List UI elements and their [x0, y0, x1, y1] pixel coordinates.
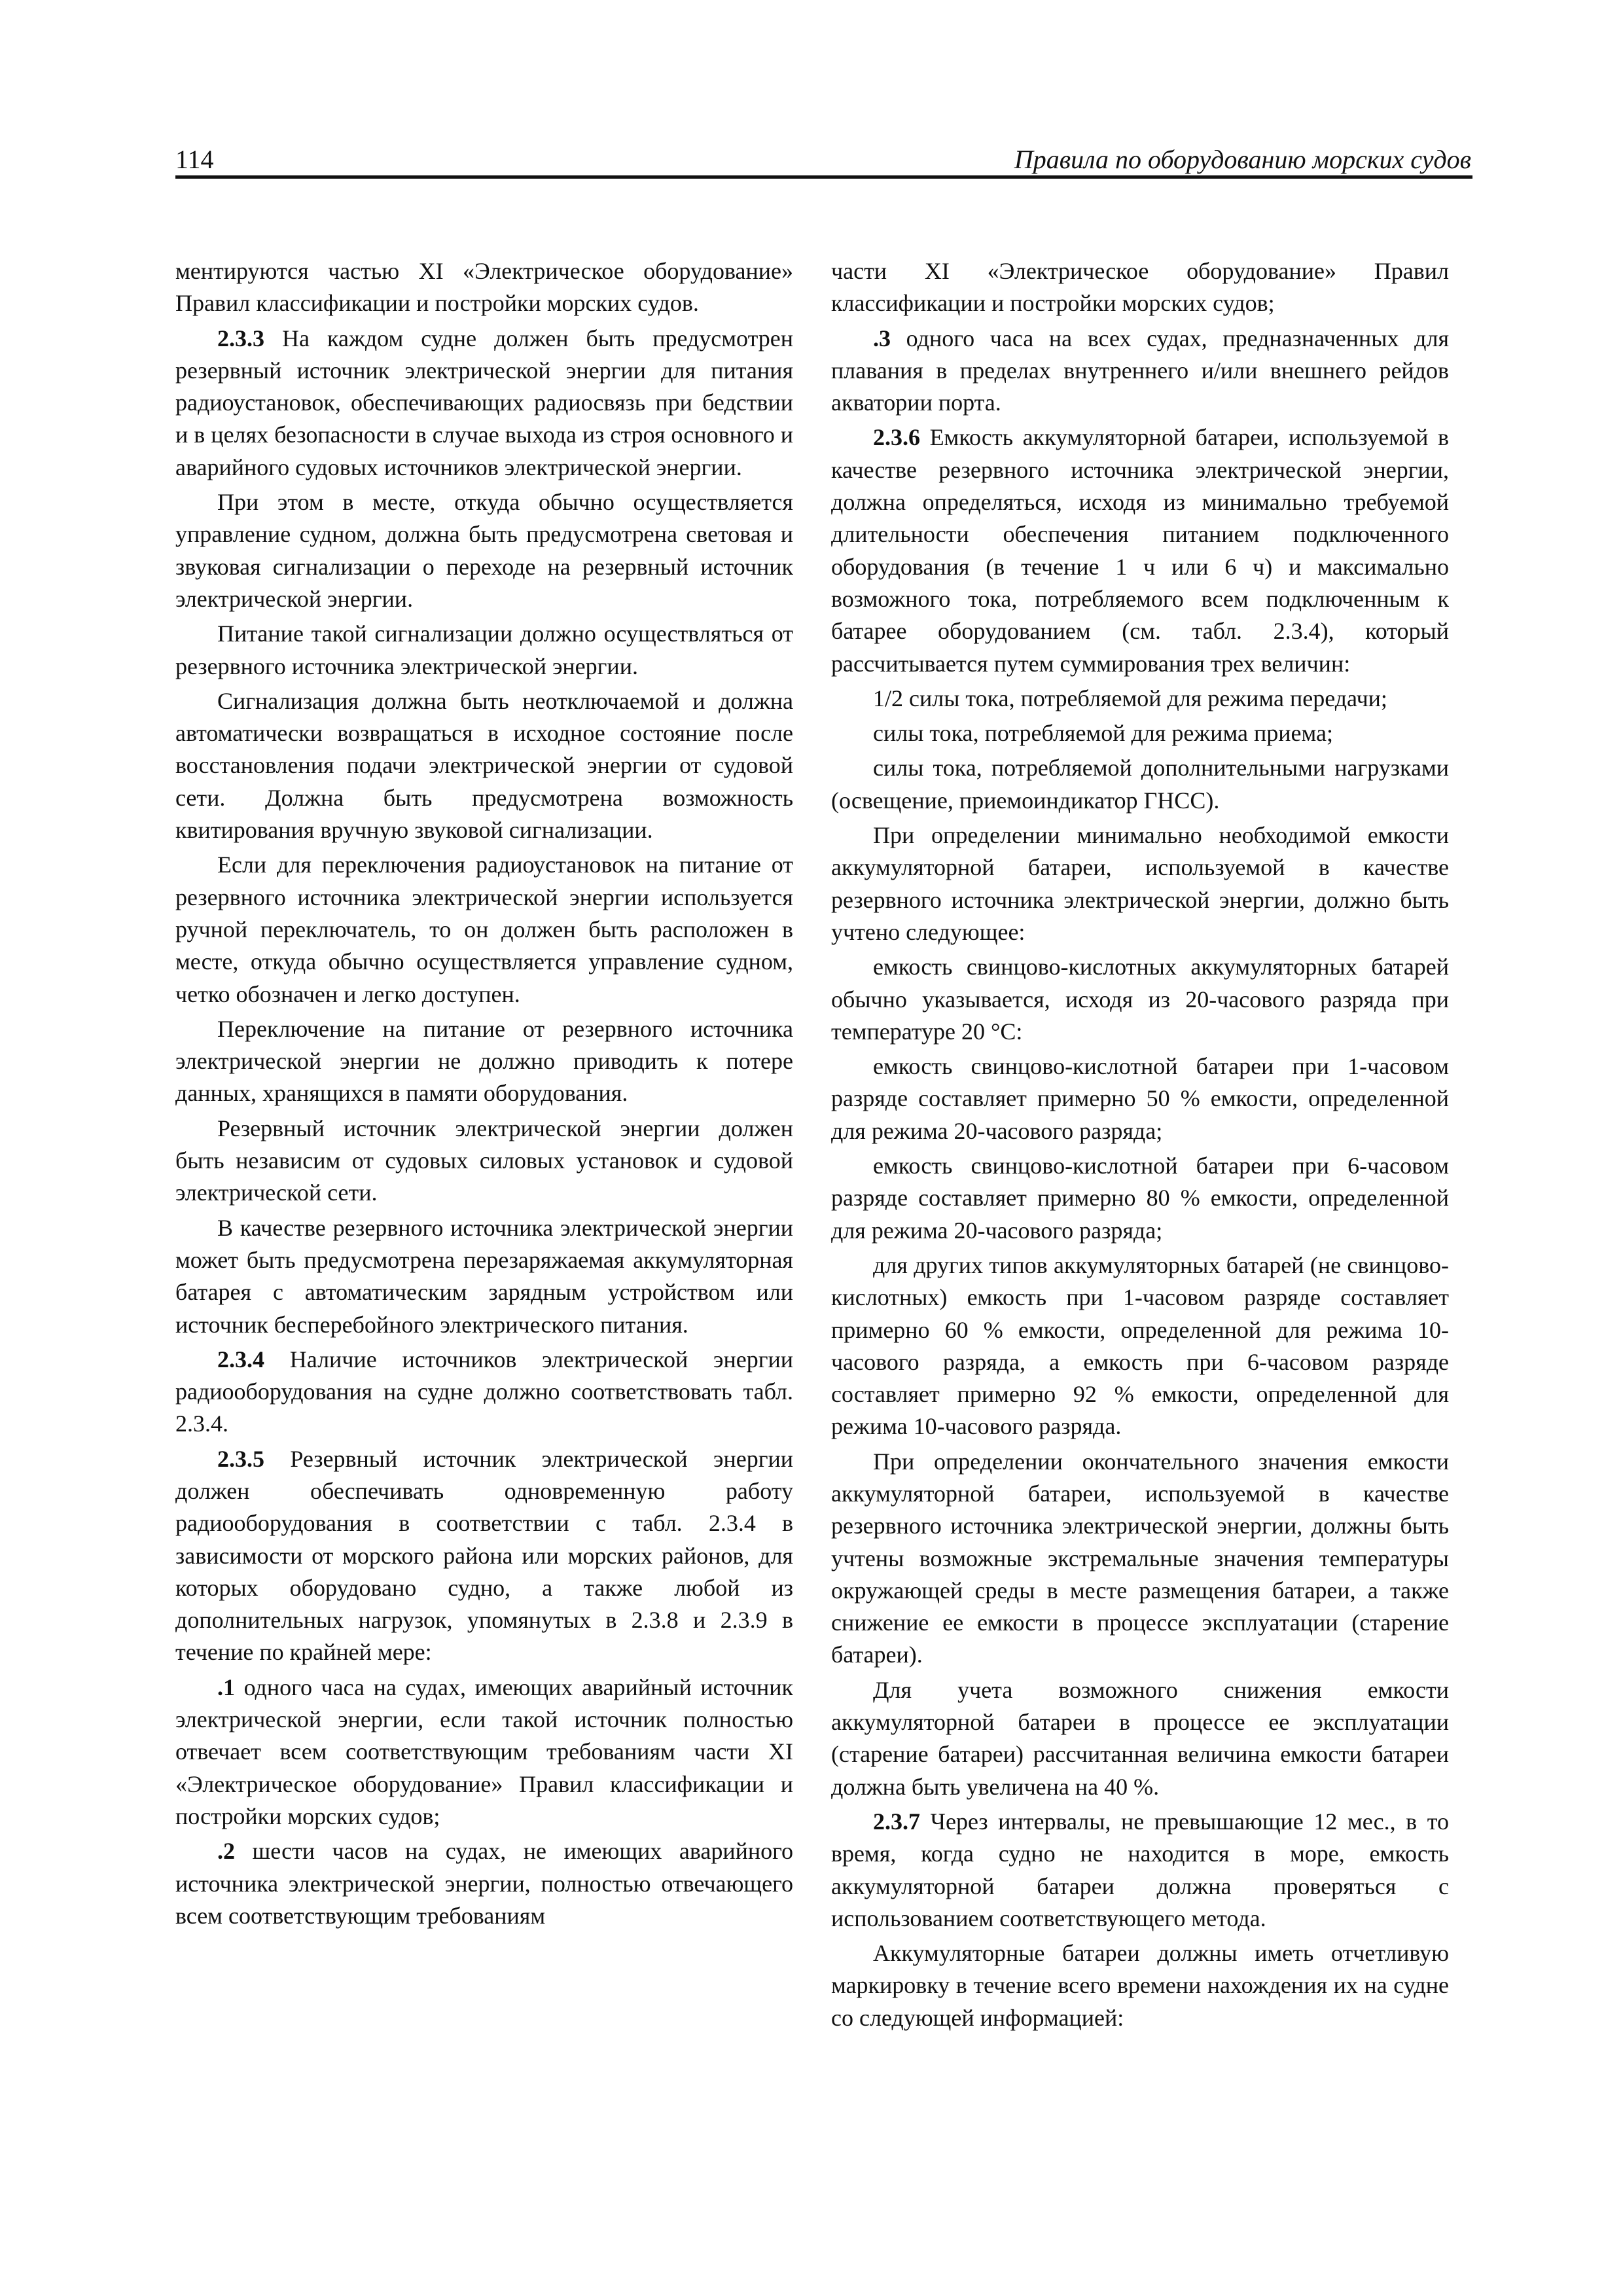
- paragraph: [831, 1937, 1449, 2034]
- paragraph: [175, 1672, 793, 1833]
- paragraph-text: Если для переключения радиоустановок на питание от резервного источника электрической энергии используется ручной переключатель, то он должен быть расположен в месте, откуда обычно осуществляется управление судном, четко обозначен и легко доступен.: [175, 852, 793, 1007]
- paragraph-text: Емкость аккумуляторной батареи, используемой в качестве резервного источника электрической энергии, должна определяться, исходя из минимально требуемой длительности обеспечения питанием подключенного оборудования (в течение 1 ч или 6 ч) и максимально возможного тока, потребляемого всем подключенным к батарее оборудованием (см. табл. 2.3.4), который рассчитывается путем суммирования трех величин:: [831, 424, 1449, 677]
- running-title: Правила по оборудованию морских судов: [1014, 145, 1471, 174]
- clause-number: .2: [217, 1838, 235, 1865]
- header-rule: [175, 175, 1472, 179]
- paragraph-text: 1/2 силы тока, потребляемой для режима передачи;: [873, 685, 1387, 711]
- paragraph-text: Сигнализация должна быть неотключаемой и должна автоматически возвращаться в исходное состояние после восстановления подачи электрической энергии от судовой сети. Должна быть предусмотрена возможность квитирования вручную звуковой сигнализации.: [175, 687, 793, 844]
- paragraph: [831, 717, 1449, 749]
- paragraph-text: части XI «Электрическое оборудование» Правил классификации и постройки морских судов;: [831, 258, 1449, 317]
- paragraph-text: емкость свинцово-кислотной батареи при 1-часовом разряде составляет примерно 50 % емкости, определенной для режима 20-часового разряда;: [831, 1053, 1449, 1144]
- clause-number: 2.3.6: [873, 424, 920, 451]
- paragraph: [831, 819, 1449, 948]
- paragraph: [831, 951, 1449, 1048]
- clause-number: 2.3.4: [217, 1346, 264, 1372]
- clause-number: 2.3.7: [873, 1808, 920, 1835]
- paragraph: [175, 1113, 793, 1210]
- paragraph: [831, 1806, 1449, 1935]
- paragraph: [831, 323, 1449, 420]
- clause-number: .3: [873, 325, 891, 351]
- paragraph: [175, 486, 793, 615]
- paragraph-text: емкость свинцово-кислотных аккумуляторных батарей обычно указывается, исходя из 20-часового разряда при температуре 20 °С:: [831, 954, 1449, 1045]
- paragraph-text: Резервный источник электрической энергии должен быть независим от судовых силовых установок и судовой электрической сети.: [175, 1115, 793, 1206]
- paragraph: [831, 1446, 1449, 1672]
- paragraph: [831, 255, 1449, 320]
- paragraph: [175, 1013, 793, 1110]
- right-column: [831, 255, 1449, 2034]
- paragraph: [831, 1674, 1449, 1803]
- paragraph-text: шести часов на судах, не имеющих аварийного источника электрической энергии, полностью отвечающего всем соответствующим требованиям: [175, 1838, 793, 1929]
- paragraph: [175, 1344, 793, 1441]
- paragraph: [175, 1212, 793, 1341]
- paragraph-text: силы тока, потребляемой дополнительными нагрузками (освещение, приемоиндикатор ГНСС).: [831, 755, 1449, 814]
- paragraph: [175, 255, 793, 320]
- clause-number: 2.3.3: [217, 325, 264, 351]
- paragraph: [175, 849, 793, 1010]
- paragraph-text: Питание такой сигнализации должно осуществляться от резервного источника электрической энергии.: [175, 620, 793, 679]
- paragraph: [175, 1835, 793, 1932]
- paragraph: [831, 1150, 1449, 1247]
- paragraph-text: силы тока, потребляемой для режима приема;: [873, 720, 1333, 747]
- paragraph-text: При определении окончательного значения емкости аккумуляторной батареи, используемой в качестве резервного источника электрической энергии, должны быть учтены возможные экстремальные значения температуры окружающей среды в месте размещения батареи, а также снижение ее емкости в процессе эксплуатации (старение батареи).: [831, 1448, 1449, 1668]
- paragraph-text: Через интервалы, не превышающие 12 мес., в то время, когда судно не находится в море, емкость аккумуляторной батареи должна проверяться с использованием соответствующего метода.: [831, 1808, 1449, 1931]
- paragraph-text: ментируются частью XI «Электрическое оборудование» Правил классификации и постройки морских судов.: [175, 258, 793, 317]
- paragraph-text: одного часа на всех судах, предназначенных для плавания в пределах внутреннего и/или внешнего рейдов акватории порта.: [831, 325, 1449, 416]
- paragraph-text: Для учета возможного снижения емкости аккумуляторной батареи в процессе ее эксплуатации (старение батареи) рассчитанная величина емкости батареи должна быть увеличена на 40 %.: [831, 1676, 1449, 1800]
- paragraph-text: При этом в месте, откуда обычно осуществляется управление судном, должна быть предусмотрена световая и звуковая сигнализации о переходе на резервный источник электрической энергии.: [175, 489, 793, 612]
- paragraph: [831, 1249, 1449, 1443]
- paragraph-text: При определении минимально необходимой емкости аккумуляторной батареи, используемой в качестве резервного источника электрической энергии, должно быть учтено следующее:: [831, 822, 1449, 945]
- paragraph: [831, 1050, 1449, 1147]
- clause-number: 2.3.5: [217, 1445, 264, 1472]
- paragraph-text: На каждом судне должен быть предусмотрен резервный источник электрической энергии для питания радиоустановок, обеспечивающих радиосвязь при бедствии и в целях безопасности в случае выхода из строя основного и аварийного судовых источников электрической энергии.: [175, 325, 793, 480]
- paragraph-text: одного часа на судах, имеющих аварийный источник электрической энергии, если такой источник полностью отвечает всем соответствующим требованиям части XI «Электрическое оборудование» Правил классификации и постройки морских судов;: [175, 1674, 793, 1829]
- left-column: [175, 255, 793, 1932]
- paragraph: [831, 752, 1449, 817]
- paragraph: [175, 618, 793, 683]
- paragraph-text: В качестве резервного источника электрической энергии может быть предусмотрена перезаряжаемая аккумуляторная батарея с автоматическим зарядным устройством или источник бесперебойного электрического питания.: [175, 1214, 793, 1338]
- paragraph-text: Наличие источников электрической энергии радиооборудования на судне должно соответствовать табл. 2.3.4.: [175, 1346, 793, 1437]
- page-number: 114: [175, 145, 214, 174]
- paragraph: [831, 683, 1449, 715]
- page-header: [175, 140, 1471, 177]
- paragraph: [175, 1443, 793, 1669]
- paragraph-text: Резервный источник электрической энергии должен обеспечивать одновременную работу радиооборудования в соответствии с табл. 2.3.4 в зависимости от морского района или морских районов, для которых оборудовано судно, а также любой из дополнительных нагрузок, упомянутых в 2.3.8 и 2.3.9 в течение по крайней мере:: [175, 1445, 793, 1666]
- paragraph: [175, 323, 793, 484]
- paragraph-text: емкость свинцово-кислотной батареи при 6-часовом разряде составляет примерно 80 % емкости, определенной для режима 20-часового разряда;: [831, 1153, 1449, 1244]
- paragraph: [831, 422, 1449, 679]
- paragraph-text: Аккумуляторные батареи должны иметь отчетливую маркировку в течение всего времени нахождения их на судне со следующей информацией:: [831, 1940, 1449, 2031]
- paragraph: [175, 685, 793, 846]
- paragraph-text: для других типов аккумуляторных батарей (не свинцово-кислотных) емкость при 1-часовом разряде составляет примерно 60 % емкости, определенной для режима 10-часового разряда, а емкость при 6-часовом разряде составляет примерно 92 % емкости, определенной для режима 10-часового разряда.: [831, 1251, 1449, 1440]
- paragraph-text: Переключение на питание от резервного источника электрической энергии не должно приводить к потере данных, хранящихся в памяти оборудования.: [175, 1015, 793, 1107]
- clause-number: .1: [217, 1674, 235, 1700]
